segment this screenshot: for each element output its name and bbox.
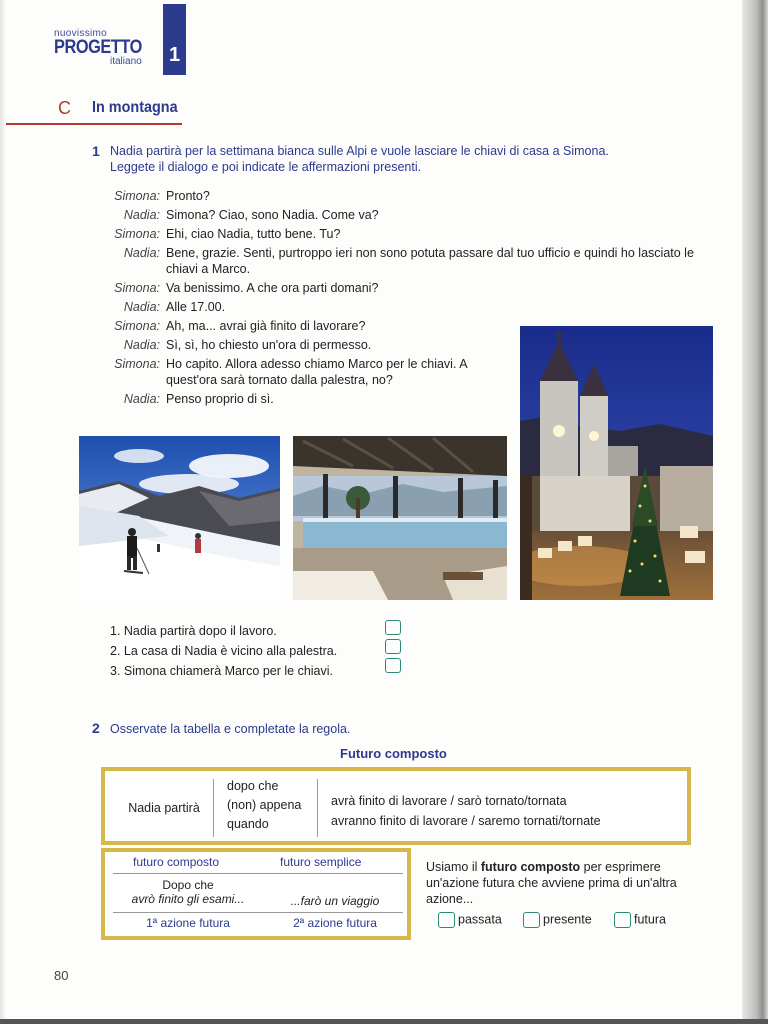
table-forms: [331, 791, 601, 831]
exercise-2-number: 2: [92, 720, 100, 736]
dialogue-line: [100, 226, 700, 242]
logo-main-text: PROGETTO: [54, 37, 142, 58]
speaker: Simona:: [114, 281, 160, 295]
instruction-line-1: Nadia partirà per la settimana bianca sulle Alpi e vuole lasciare le chiavi di casa a Simona.: [110, 144, 609, 158]
spa-pool-photo: [293, 436, 507, 600]
option-checkbox[interactable]: [438, 912, 455, 928]
table-rule: [113, 912, 403, 913]
speaker: Nadia:: [123, 300, 160, 314]
statement-3-checkbox[interactable]: [385, 658, 401, 673]
rule-text-pre: Usiamo il: [426, 860, 481, 874]
line-text: Sì, sì, ho chiesto un'ora di permesso.: [166, 338, 372, 352]
ski-slope-photo: [79, 436, 280, 600]
option-futura[interactable]: [614, 912, 666, 928]
line-text: Penso proprio di sì.: [166, 392, 274, 406]
speaker: Nadia:: [123, 246, 160, 260]
dialogue-line: [100, 207, 700, 223]
line-text: Bene, grazie. Senti, purtroppo ieri non sono potuta passare dal tuo ufficio e quindi ho lasciato le chiavi a Marco.: [166, 246, 694, 276]
conjunction-2: (non) appena: [227, 798, 302, 812]
dialogue-line: [100, 245, 700, 277]
option-presente[interactable]: [523, 912, 592, 928]
volume-number: 1: [168, 44, 181, 66]
exercise-1-number: 1: [92, 143, 100, 159]
speaker: Nadia:: [123, 208, 160, 222]
example-left: [113, 878, 263, 906]
line-text: Ehi, ciao Nadia, tutto bene. Tu?: [166, 227, 341, 241]
instruction-line-2: Leggete il dialogo e poi indicate le affermazioni presenti.: [110, 160, 422, 174]
form-singular: avrà finito di lavorare / sarò tornato/tornata: [331, 794, 567, 808]
rule-text-bold: futuro composto: [480, 860, 581, 874]
speaker: Simona:: [114, 357, 160, 371]
table-rule: [113, 873, 403, 874]
logo-top-text: nuovissimo: [54, 28, 108, 39]
table-divider: [317, 779, 318, 837]
volume-badge: [163, 4, 186, 75]
example-left-2: avrò finito gli esami...: [131, 892, 245, 906]
statement-1-checkbox[interactable]: [385, 620, 401, 635]
book-spine: [742, 0, 768, 1024]
series-logo: [54, 28, 156, 67]
example-right: ...farò un viaggio: [290, 894, 380, 908]
rule-text: [426, 859, 696, 907]
option-checkbox[interactable]: [523, 912, 540, 928]
statement-checkboxes: [385, 620, 401, 677]
statement-2: 2. La casa di Nadia è vicino alla palestra.: [110, 644, 338, 658]
page-left-edge: [0, 0, 6, 1024]
table-divider: [213, 779, 214, 837]
speaker: Nadia:: [123, 338, 160, 352]
speaker: Simona:: [114, 189, 160, 203]
sequence-table: [101, 848, 411, 940]
speaker: Simona:: [114, 319, 160, 333]
line-text: Alle 17.00.: [166, 300, 226, 314]
exercise-2-instruction: Osservate la tabella e completate la regola.: [110, 722, 351, 736]
statement-1: 1. Nadia partirà dopo il lavoro.: [110, 624, 277, 638]
second-action-label: 2ª azione futura: [293, 916, 377, 930]
conjunction-table: [101, 767, 691, 845]
first-action-label: 1ª azione futura: [146, 916, 230, 930]
line-text: Ah, ma... avrai già finito di lavorare?: [166, 319, 366, 333]
conjunction-1: dopo che: [227, 779, 279, 793]
logo-bottom-text: italiano: [110, 56, 142, 67]
speaker: Nadia:: [123, 392, 160, 406]
line-text: Ho capito. Allora adesso chiamo Marco per le chiavi. A quest'ora sarà tornato dalla palestra, no?: [166, 357, 467, 387]
dialogue-line: [100, 188, 700, 204]
option-label: presente: [543, 912, 592, 927]
page-number: 80: [54, 968, 69, 983]
option-label: passata: [458, 912, 502, 927]
dialogue-line: [100, 299, 700, 315]
form-plural: avranno finito di lavorare / saremo tornati/tornate: [331, 814, 601, 828]
section-title: In montagna: [92, 99, 178, 116]
cathedral-christmas-market-photo: [520, 326, 713, 600]
exercise-1-instruction: [110, 143, 690, 175]
example-left-1: Dopo che: [162, 878, 214, 892]
rule-text-post: per esprimere un'azione futura che avviene prima di un'altra azione...: [426, 860, 677, 906]
line-text: Pronto?: [166, 189, 210, 203]
page-bottom-edge: [0, 1019, 768, 1024]
table-conjunctions: [217, 777, 309, 834]
head-futuro-composto: futuro composto: [133, 855, 220, 869]
option-label: futura: [634, 912, 666, 927]
statements-list: [110, 621, 337, 681]
speaker: Simona:: [114, 227, 160, 241]
option-checkbox[interactable]: [614, 912, 631, 928]
statement-2-checkbox[interactable]: [385, 639, 401, 654]
line-text: Va benissimo. A che ora parti domani?: [166, 281, 379, 295]
table-title: Futuro composto: [340, 746, 447, 761]
section-letter: C: [58, 98, 71, 118]
option-passata[interactable]: [438, 912, 502, 928]
head-futuro-semplice: futuro semplice: [280, 855, 362, 869]
section-underline: [6, 123, 182, 125]
statement-3: 3. Simona chiamerà Marco per le chiavi.: [110, 664, 334, 678]
conjunction-3: quando: [227, 817, 269, 831]
line-text: Simona? Ciao, sono Nadia. Come va?: [166, 208, 379, 222]
dialogue-line: [100, 280, 700, 296]
table-subject: Nadia partirà: [128, 801, 200, 815]
